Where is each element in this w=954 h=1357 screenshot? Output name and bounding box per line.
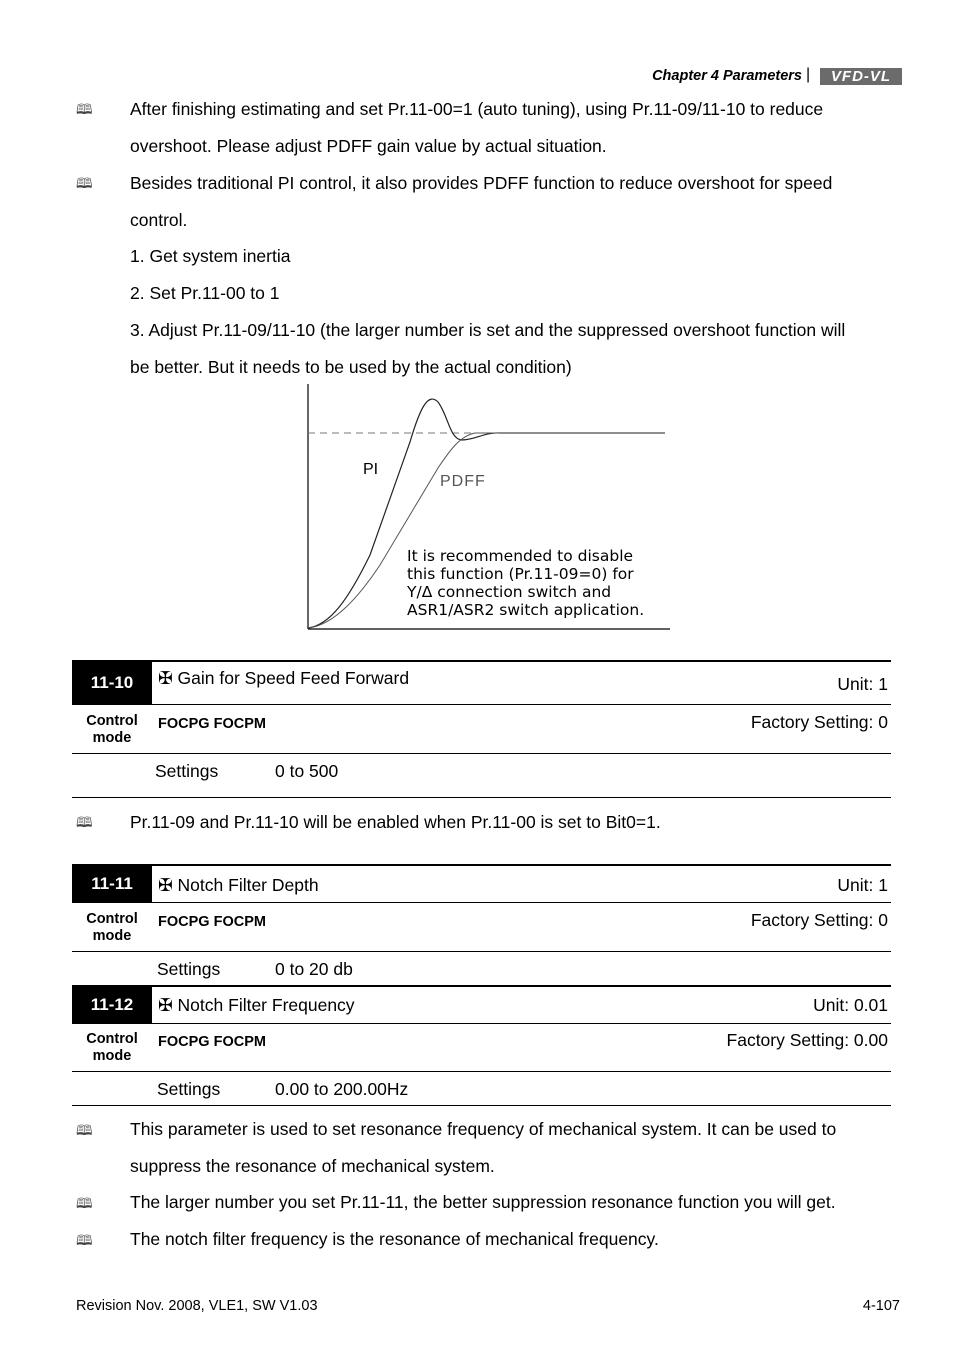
- pen-icon: ✠: [158, 875, 173, 895]
- pdff-label: PDFF: [440, 473, 486, 490]
- pen-icon: ✠: [158, 995, 173, 1015]
- book-icon: 🕮: [76, 1232, 93, 1248]
- control-modes: FOCPG FOCPM: [158, 914, 266, 930]
- pi-label: PI: [363, 461, 379, 478]
- settings-value: 0 to 500: [275, 761, 339, 781]
- bullet-paragraph-4: The larger number you set Pr.11-11, the better suppression resonance function you will get.: [130, 1192, 836, 1212]
- line: overshoot. Please adjust PDFF gain value by actual situation.: [130, 136, 607, 156]
- param-unit: Unit: 1: [837, 875, 888, 895]
- param-name: Notch Filter Frequency: [177, 995, 355, 1015]
- param-name: Notch Filter Depth: [177, 875, 319, 895]
- param-code: 11-12: [72, 987, 152, 1023]
- control-modes: FOCPG FOCPM: [158, 716, 266, 732]
- note-line-1: It is recommended to disable: [407, 547, 634, 565]
- line: suppress the resonance of mechanical system.: [130, 1156, 495, 1176]
- note-line-3: Y/Δ connection switch and: [407, 583, 612, 601]
- control-mode-label: Control mode: [86, 713, 138, 746]
- steps-list: [130, 238, 900, 386]
- control-modes: FOCPG FOCPM: [158, 1034, 266, 1050]
- bullet-paragraph-2: [130, 165, 900, 239]
- book-icon: 🕮: [76, 1195, 93, 1211]
- param-unit: Unit: 0.01: [813, 995, 888, 1015]
- bullet-paragraph-3: [130, 1111, 900, 1185]
- header-separator: |: [806, 66, 811, 83]
- control-mode-label: Control mode: [86, 1031, 138, 1064]
- control-mode-label: Control mode: [86, 911, 138, 944]
- line: Besides traditional PI control, it also provides PDFF function to reduce overshoot for speed: [130, 173, 833, 193]
- settings-label: Settings: [157, 1079, 221, 1099]
- page-number: 4-107: [862, 1298, 900, 1314]
- note-1110: Pr.11-09 and Pr.11-10 will be enabled when Pr.11-00 is set to Bit0=1.: [130, 812, 661, 832]
- settings-label: Settings: [155, 761, 219, 781]
- factory-setting: Factory Setting: 0: [750, 910, 888, 930]
- book-icon: 🕮: [76, 175, 93, 191]
- note-line-4: ASR1/ASR2 switch application.: [407, 601, 645, 619]
- pi-pdff-response-figure: [300, 380, 680, 635]
- book-icon: 🕮: [76, 1122, 93, 1138]
- step: be better. But it needs to be used by the actual condition): [130, 357, 572, 377]
- factory-setting: Factory Setting: 0.00: [726, 1030, 888, 1050]
- brand-logo: VFD-VL: [820, 68, 902, 85]
- note-line-2: this function (Pr.11-09=0) for: [407, 565, 634, 583]
- settings-value: 0.00 to 200.00Hz: [275, 1079, 409, 1099]
- chapter-title: Chapter 4 Parameters: [652, 68, 802, 84]
- bullet-paragraph-1: [130, 91, 900, 165]
- bullet-paragraph-5: The notch filter frequency is the resonance of mechanical frequency.: [130, 1229, 659, 1249]
- param-code: 11-10: [72, 662, 152, 704]
- book-icon: 🕮: [76, 814, 93, 830]
- line: This parameter is used to set resonance frequency of mechanical system. It can be used to: [130, 1119, 837, 1139]
- step: 2. Set Pr.11-00 to 1: [130, 283, 280, 303]
- factory-setting: Factory Setting: 0: [750, 712, 888, 732]
- line: control.: [130, 210, 188, 230]
- param-code: 11-11: [72, 866, 152, 902]
- param-name: Gain for Speed Feed Forward: [177, 668, 410, 688]
- footer-revision: Revision Nov. 2008, VLE1, SW V1.03: [76, 1298, 318, 1314]
- line: After finishing estimating and set Pr.11-00=1 (auto tuning), using Pr.11-09/11-10 to reduce: [130, 99, 824, 119]
- step: 1. Get system inertia: [130, 246, 291, 266]
- param-unit: Unit: 1: [837, 674, 888, 694]
- pen-icon: ✠: [158, 668, 173, 688]
- settings-value: 0 to 20 db: [275, 959, 353, 979]
- book-icon: 🕮: [76, 101, 93, 117]
- settings-label: Settings: [157, 959, 221, 979]
- step: 3. Adjust Pr.11-09/11-10 (the larger number is set and the suppressed overshoot function will: [130, 320, 846, 340]
